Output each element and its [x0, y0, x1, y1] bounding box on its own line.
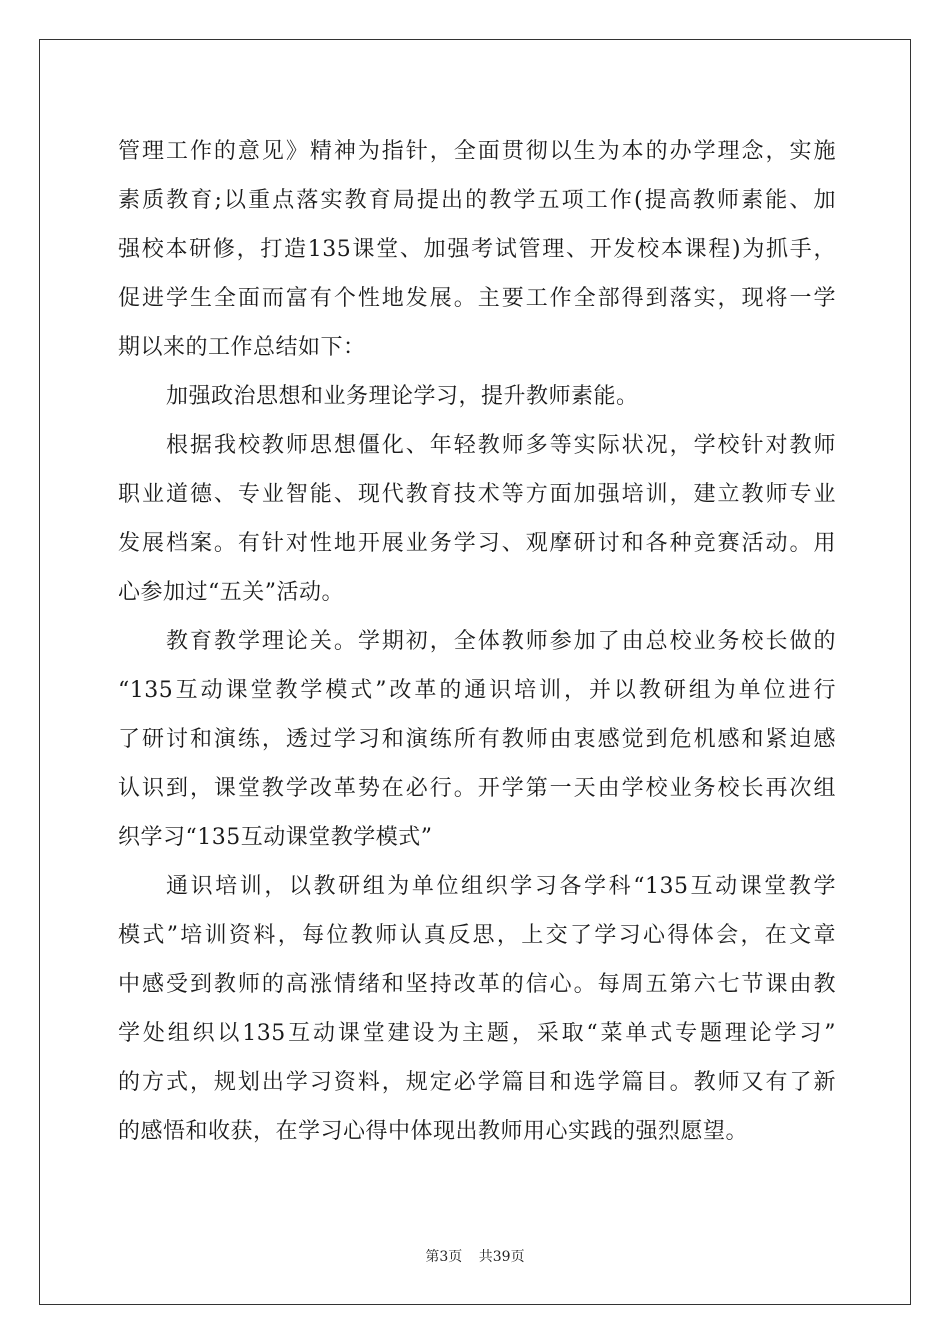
text-line: 了研讨和演练，透过学习和演练所有教师由衷感觉到危机感和紧迫感 [118, 727, 836, 752]
document-body [118, 127, 836, 1156]
paragraph [118, 421, 836, 617]
text-line: 期以来的工作总结如下： [118, 335, 366, 360]
text-line: 织学习“135互动课堂教学模式” [118, 825, 433, 850]
text-line: 的方式，规划出学习资料，规定必学篇目和选学篇目。教师又有了新 [118, 1070, 836, 1095]
paragraph [118, 862, 836, 1156]
text-line: 的感悟和收获，在学习心得中体现出教师用心实践的强烈愿望。 [118, 1119, 749, 1144]
text-line: 职业道德、专业智能、现代教育技术等方面加强培训，建立教师专业 [118, 482, 836, 507]
text-line: 学处组织以135互动课堂建设为主题，采取“菜单式专题理论学习” [118, 1021, 836, 1046]
text-line: 中感受到教师的高涨情绪和坚持改革的信心。每周五第六七节课由教 [118, 972, 836, 997]
text-line: 心参加过“五关”活动。 [118, 580, 344, 605]
paragraph [118, 127, 836, 372]
text-line: 教育教学理论关。学期初，全体教师参加了由总校业务校长做的 [166, 629, 836, 654]
text-line: 加强政治思想和业务理论学习，提升教师素能。 [166, 384, 639, 409]
text-line: 素质教育;以重点落实教育局提出的教学五项工作(提高教师素能、加 [118, 188, 836, 213]
current-page-number: 第3页 [425, 1249, 463, 1265]
text-line: 模式”培训资料，每位教师认真反思，上交了学习心得体会，在文章 [118, 923, 836, 948]
text-line: 通识培训，以教研组为单位组织学习各学科“135互动课堂教学 [166, 874, 836, 899]
text-line: 认识到，课堂教学改革势在必行。开学第一天由学校业务校长再次组 [118, 776, 836, 801]
text-line: 管理工作的意见》精神为指针，全面贯彻以生为本的办学理念，实施 [118, 139, 836, 164]
paragraph [118, 372, 836, 421]
total-page-count: 共39页 [478, 1249, 525, 1265]
paragraph [118, 617, 836, 862]
text-line: 发展档案。有针对性地开展业务学习、观摩研讨和各种竞赛活动。用 [118, 531, 836, 556]
text-line: 根据我校教师思想僵化、年轻教师多等实际状况，学校针对教师 [166, 433, 836, 458]
text-line: “135互动课堂教学模式”改革的通识培训，并以教研组为单位进行 [118, 678, 836, 703]
text-line: 强校本研修，打造135课堂、加强考试管理、开发校本课程)为抓手， [118, 237, 836, 262]
page-footer [0, 1246, 950, 1266]
text-line: 促进学生全面而富有个性地发展。主要工作全部得到落实，现将一学 [118, 286, 836, 311]
